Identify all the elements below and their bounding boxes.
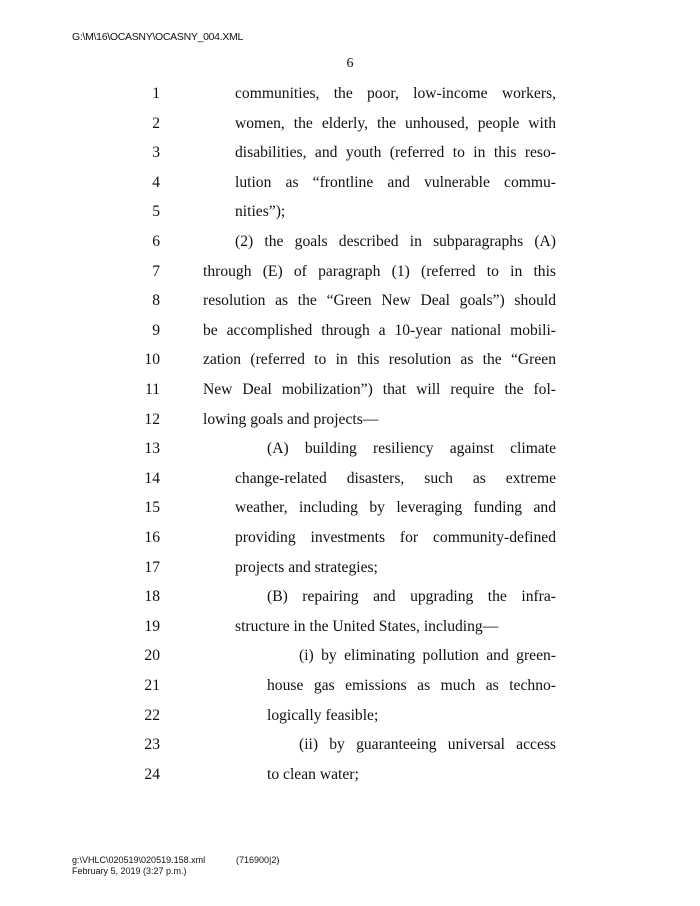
line-text: (i) by eliminating pollution and green- (299, 647, 556, 664)
header-file-path: G:\M\16\OCASNY\OCASNY_004.XML (72, 31, 244, 43)
line-text: weather, including by leveraging funding and (235, 499, 556, 516)
page-number: 6 (346, 56, 354, 71)
line-number: 12 (144, 411, 160, 428)
line-number: 6 (152, 233, 160, 250)
line-number: 18 (144, 588, 160, 605)
line-number: 1 (152, 85, 160, 102)
line-text: to clean water; (267, 766, 359, 783)
line-text: (A) building resiliency against climate (267, 440, 556, 457)
line-text: lution as “frontline and vulnerable commu- (235, 174, 556, 191)
line-text: zation (referred to in this resolution as the “Green (203, 351, 556, 368)
line-number: 15 (144, 499, 160, 516)
line-text: (ii) by guaranteeing universal access (299, 736, 556, 753)
line-number: 9 (152, 322, 160, 339)
line-number: 10 (144, 351, 160, 368)
line-number: 5 (152, 203, 160, 220)
line-number: 8 (152, 292, 160, 309)
line-text: through (E) of paragraph (1) (referred to in this (203, 263, 556, 280)
line-number: 16 (144, 529, 160, 546)
line-number: 2 (152, 115, 160, 132)
footer-code: (716900|2) (236, 855, 280, 865)
line-text: (2) the goals described in subparagraphs (A) (235, 233, 556, 250)
line-number: 21 (144, 677, 160, 694)
line-number: 17 (144, 559, 160, 576)
line-text: house gas emissions as much as techno- (267, 677, 556, 694)
line-text: lowing goals and projects— (203, 411, 379, 428)
line-number: 22 (144, 707, 160, 724)
line-text: resolution as the “Green New Deal goals”) should (203, 292, 556, 309)
line-number: 20 (144, 647, 160, 664)
line-text: be accomplished through a 10-year national mobili- (203, 322, 556, 339)
line-text: change-related disasters, such as extreme (235, 470, 556, 487)
line-text: (B) repairing and upgrading the infra- (267, 588, 556, 605)
line-number: 23 (144, 736, 160, 753)
line-number: 13 (144, 440, 160, 457)
footer-file-path: g:\VHLC\020519\020519.158.xml (72, 855, 206, 865)
line-text: disabilities, and youth (referred to in this reso- (235, 144, 556, 161)
line-text: communities, the poor, low-income workers, (235, 85, 556, 102)
line-text: structure in the United States, including— (235, 618, 499, 635)
line-text: nities”); (235, 203, 286, 220)
line-text: women, the elderly, the unhoused, people with (235, 115, 556, 132)
line-number: 24 (144, 766, 160, 783)
line-number: 11 (144, 381, 160, 398)
line-number: 3 (152, 144, 160, 161)
line-text: providing investments for community-defined (235, 529, 556, 546)
footer-date: February 5, 2019 (3:27 p.m.) (72, 866, 187, 876)
line-number: 7 (152, 263, 160, 280)
line-number: 4 (152, 174, 160, 191)
line-text: projects and strategies; (235, 559, 378, 576)
line-text: logically feasible; (267, 707, 379, 724)
line-text: New Deal mobilization”) that will require the fol- (203, 381, 556, 398)
line-number: 14 (144, 470, 160, 487)
line-number: 19 (144, 618, 160, 635)
